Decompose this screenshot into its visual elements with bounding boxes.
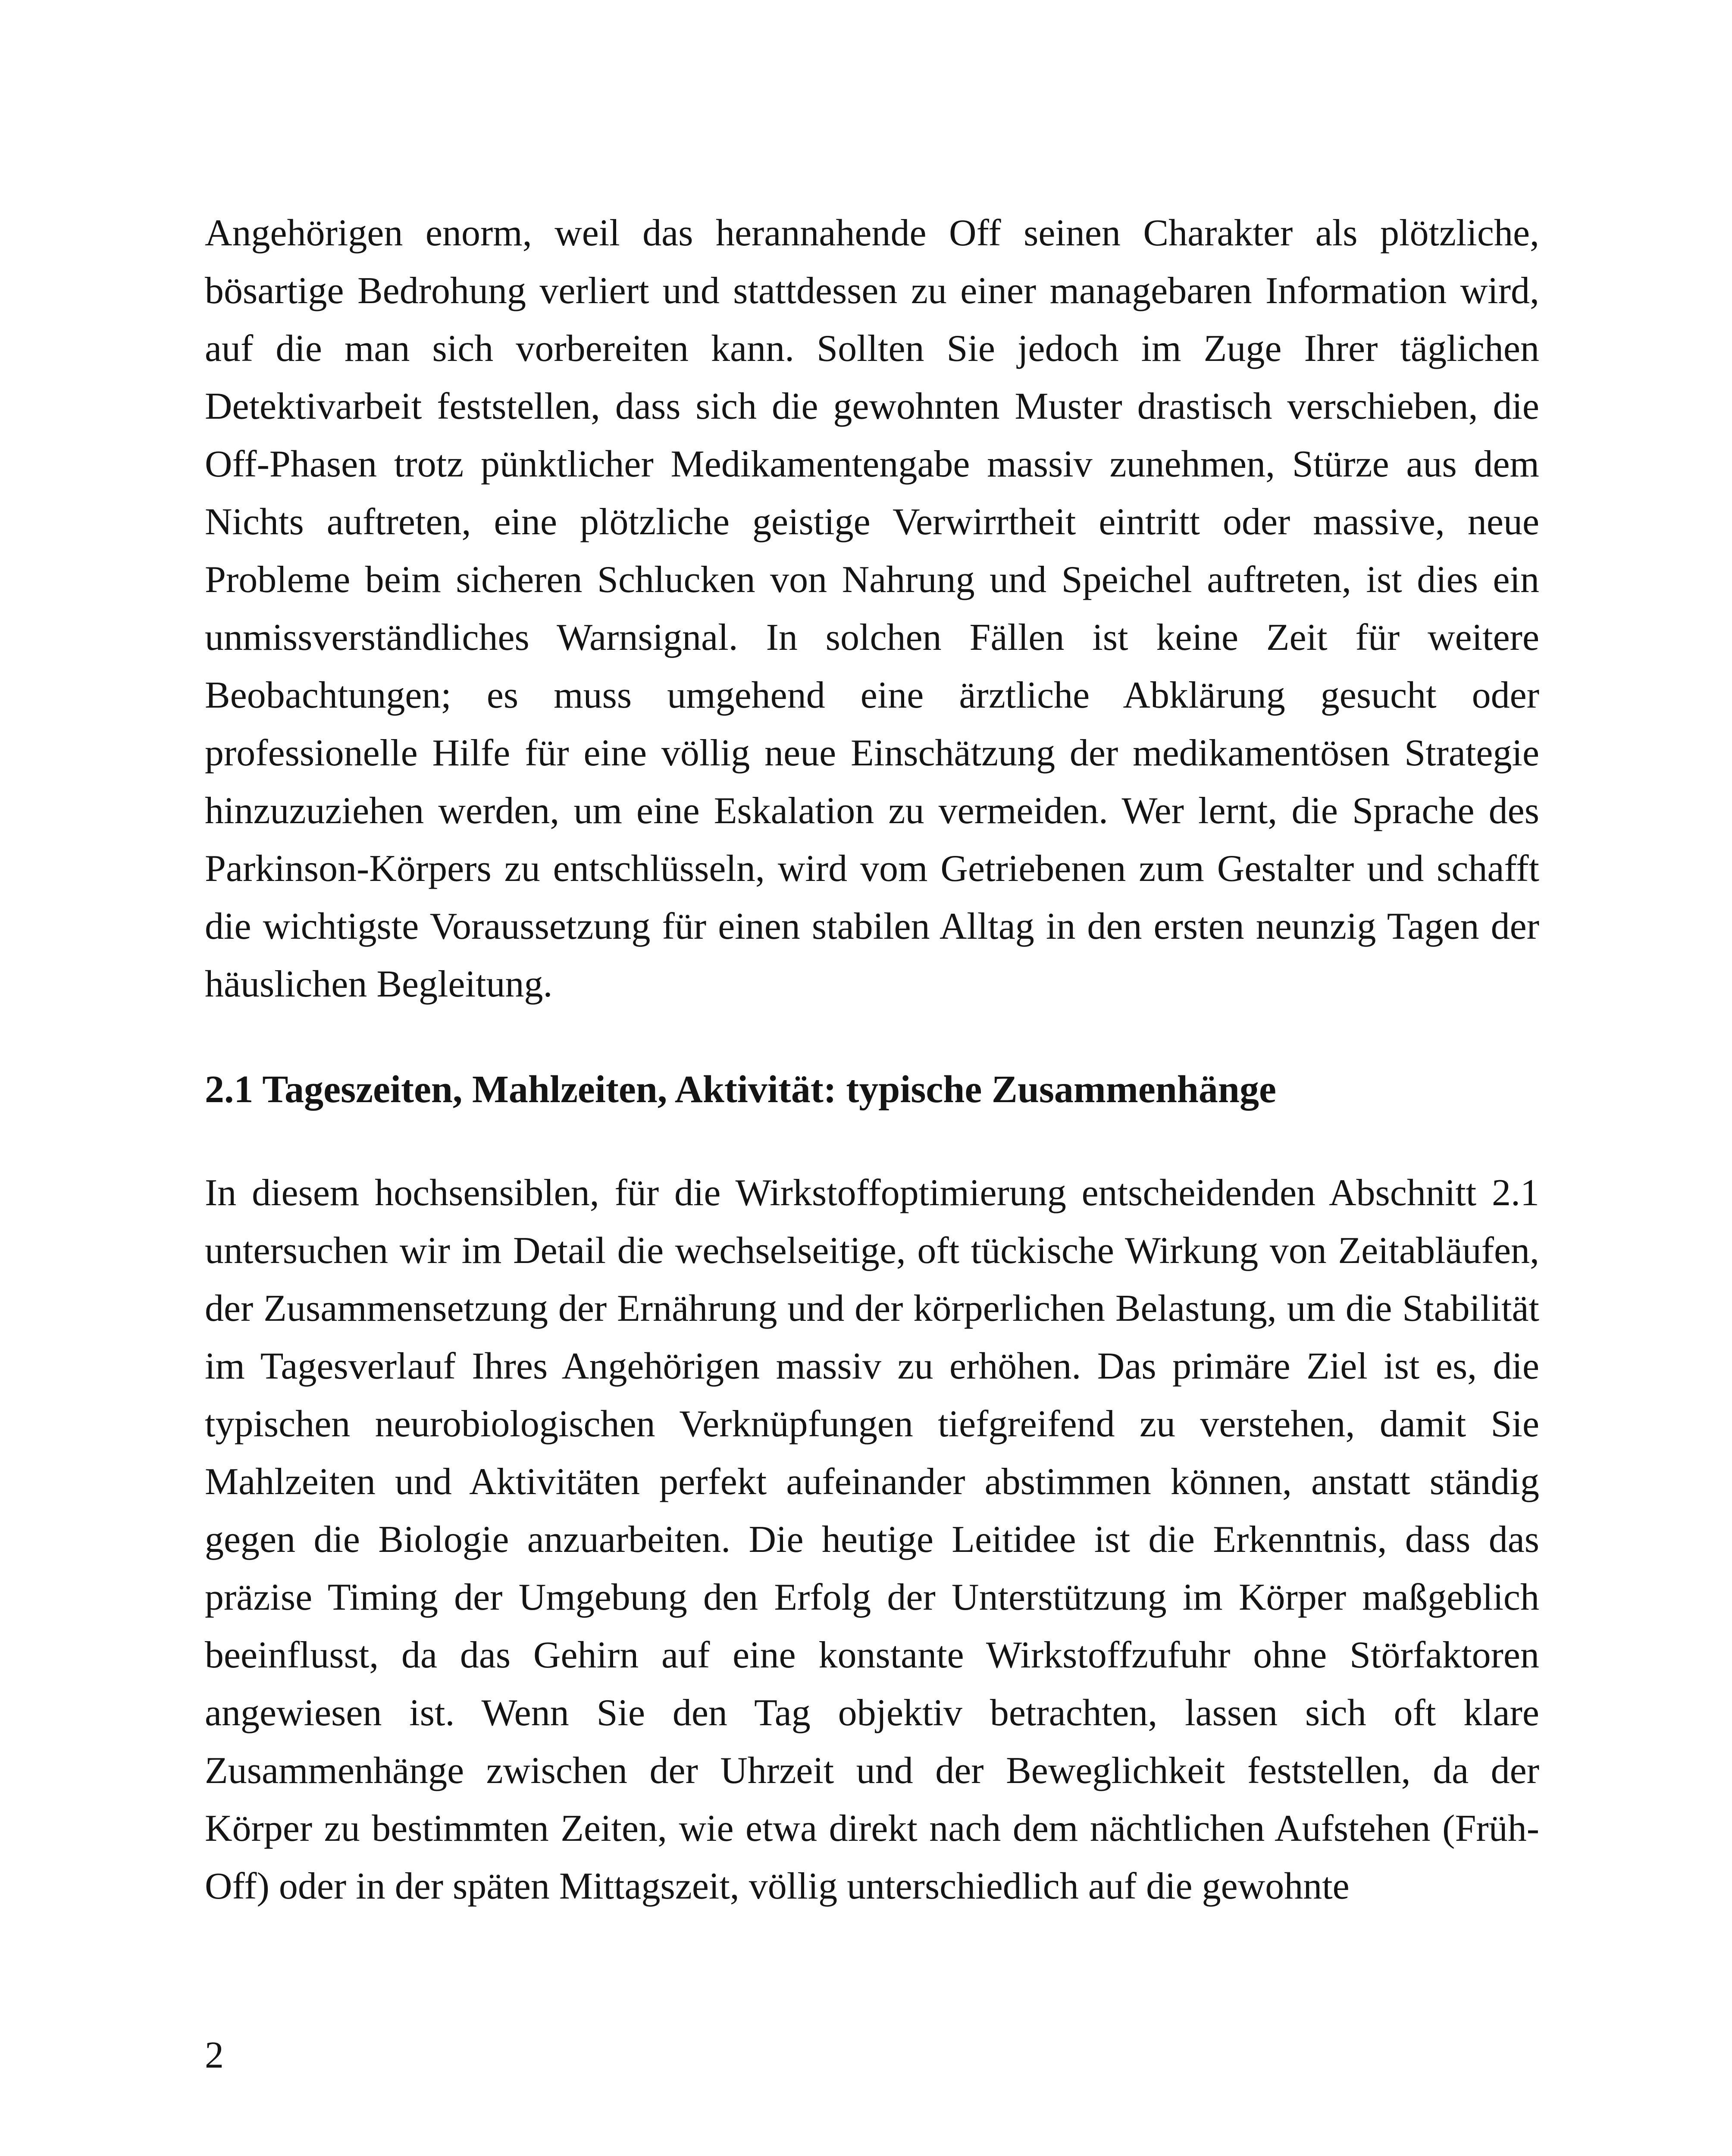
body-paragraph-continuation: Angehörigen enorm, weil das herannahende Off seinen Charakter als plötzliche, bösartige Bedrohung verliert und stattdessen zu einer managebaren Information wird, auf die man sich vorbereiten kann. Sollten Sie jedoch im Zuge Ihrer täglichen Detektivarbeit feststellen, dass sich die gewohnten Muster drastisch verschieben, die Off-Phasen trotz pünktlicher Medikamentengabe massiv zunehmen, Stürze aus dem Nichts auftreten, eine plötzliche geistige Verwirrtheit eintritt oder massive, neue Probleme beim sicheren Schlucken von Nahrung und Speichel auftreten, ist dies ein unmissverständliches Warnsignal. In solchen Fällen ist keine Zeit für weitere Beobachtungen; es muss umgehend eine ärztliche Abklärung gesucht oder professionelle Hilfe für eine völlig neue Einschätzung der medikamentösen Strategie hinzuzuziehen werden, um eine Eskalation zu vermeiden. Wer lernt, die Sprache des Parkinson-Körpers zu entschlüsseln, wird vom Getriebenen zum Gestalter und schafft die wichtigste Voraussetzung für einen stabilen Alltag in den ersten neunzig Tagen der häuslichen Begleitung. [205,212,1539,1005]
page-number: 2 [205,2034,224,2076]
section-heading: 2.1 Tageszeiten, Mahlzeiten, Aktivität: typische Zusammenhänge [205,1068,1276,1111]
body-paragraph-section-2-1: In diesem hochsensiblen, für die Wirkstoffoptimierung entscheidenden Abschnitt 2.1 untersuchen wir im Detail die wechselseitige, oft tückische Wirkung von Zeitabläufen, der Zusammensetzung der Ernährung und der körperlichen Belastung, um die Stabilität im Tagesverlauf Ihres Angehörigen massiv zu erhöhen. Das primäre Ziel ist es, die typischen neurobiologischen Verknüpfungen tiefgreifend zu verstehen, damit Sie Mahlzeiten und Aktivitäten perfekt aufeinander abstimmen können, anstatt ständig gegen die Biologie anzuarbeiten. Die heutige Leitidee ist die Erkenntnis, dass das präzise Timing der Umgebung den Erfolg der Unterstützung im Körper maßgeblich beeinflusst, da das Gehirn auf eine konstante Wirkstoffzufuhr ohne Störfaktoren angewiesen ist. Wenn Sie den Tag objektiv betrachten, lassen sich oft klare Zusammenhänge zwischen der Uhrzeit und der Beweglichkeit feststellen, da der Körper zu bestimmten Zeiten, wie etwa direkt nach dem nächtlichen Aufstehen (Früh-Off) oder in der späten Mittagszeit, völlig unterschiedlich auf die gewohnte [205,1172,1539,1907]
